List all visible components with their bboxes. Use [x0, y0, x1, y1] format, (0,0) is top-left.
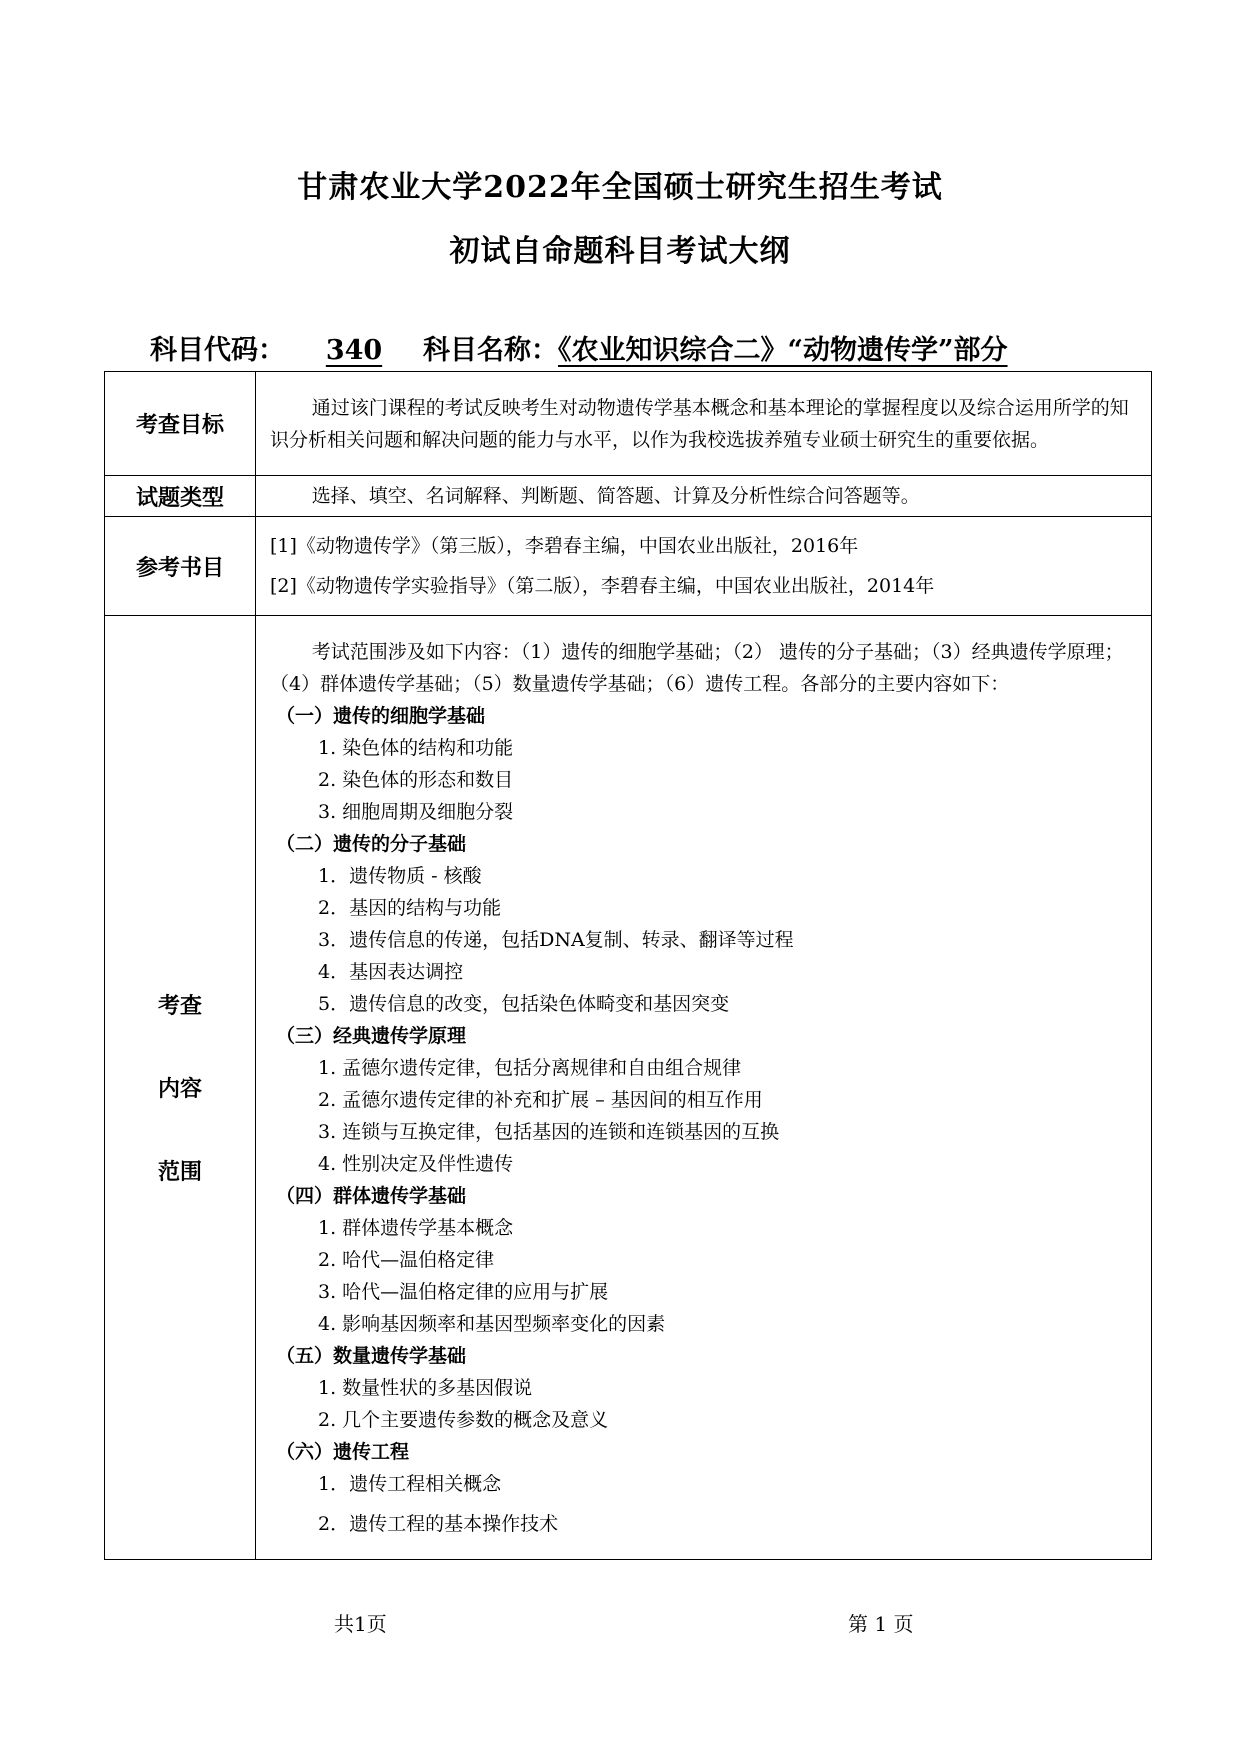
page-number: 第 1 页 [848, 1612, 914, 1636]
list-item: 3. 哈代—温伯格定律的应用与扩展 [318, 1280, 609, 1303]
list-item: 1．遗传工程相关概念 [318, 1472, 502, 1495]
scope-intro: 考试范围涉及如下内容：（1）遗传的细胞学基础；（2） 遗传的分子基础；（3）经典遗传学原理；（4）群体遗传学基础；（5）数量遗传学基础；（6）遗传工程。各部分的主要内容如下： [270, 640, 1124, 695]
objective-label: 考查目标 [105, 372, 256, 476]
subject-name-label: 科目名称： [423, 335, 558, 366]
scope-label [105, 616, 256, 1560]
types-label: 试题类型 [105, 476, 256, 517]
section-title: （五）数量遗传学基础 [276, 1344, 467, 1367]
list-item: 1. 染色体的结构和功能 [318, 736, 514, 759]
table-row-types [105, 476, 1152, 517]
list-item: 3. 细胞周期及细胞分裂 [318, 800, 514, 823]
objective-cell [256, 372, 1152, 476]
list-item: 1. 孟德尔遗传定律，包括分离规律和自由组合规律 [318, 1056, 742, 1079]
table-row-scope [105, 616, 1152, 1560]
list-item: 3. 连锁与互换定律，包括基因的连锁和连锁基因的互换 [318, 1120, 780, 1143]
list-item: 2. 哈代—温伯格定律 [318, 1248, 495, 1271]
scope-label-part: 范围 [157, 1160, 202, 1185]
book-item: [2]《动物遗传学实验指导》（第二版），李碧春主编，中国农业出版社，2014年 [270, 575, 935, 597]
list-item: 2. 孟德尔遗传定律的补充和扩展 – 基因间的相互作用 [318, 1088, 763, 1111]
table-row-objective [105, 372, 1152, 476]
list-item: 2. 几个主要遗传参数的概念及意义 [318, 1408, 609, 1431]
section-title: （一）遗传的细胞学基础 [276, 704, 486, 727]
books-label: 参考书目 [105, 517, 256, 616]
subject-code: 340 [325, 335, 383, 366]
books-cell [256, 517, 1152, 616]
subject-name: 《农业知识综合二》“动物遗传学”部分 [558, 335, 1008, 366]
list-item: 4. 性别决定及伴性遗传 [318, 1152, 514, 1175]
table-row-books [105, 517, 1152, 616]
page-total: 共1页 [334, 1612, 387, 1636]
scope-cell [256, 616, 1152, 1560]
scope-label-part: 内容 [157, 1077, 202, 1102]
objective-text: 通过该门课程的考试反映考生对动物遗传学基本概念和基本理论的掌握程度以及综合运用所学的知识分析相关问题和解决问题的能力与水平，以作为我校选拔养殖专业硕士研究生的重要依据。 [270, 396, 1129, 451]
section-title: （四）群体遗传学基础 [276, 1184, 467, 1207]
list-item: 5．遗传信息的改变，包括染色体畸变和基因突变 [318, 992, 730, 1015]
list-item: 3．遗传信息的传递，包括DNA复制、转录、翻译等过程 [318, 928, 794, 951]
list-item: 1. 数量性状的多基因假说 [318, 1376, 533, 1399]
section-title: （六）遗传工程 [276, 1440, 410, 1463]
book-item: [1]《动物遗传学》（第三版），李碧春主编，中国农业出版社，2016年 [270, 535, 859, 557]
list-item: 1. 群体遗传学基本概念 [318, 1216, 514, 1239]
subject-line [150, 328, 1008, 367]
subject-code-label: 科目代码： [150, 335, 285, 366]
list-item: 1．遗传物质 - 核酸 [318, 864, 482, 887]
list-item: 4. 影响基因频率和基因型频率变化的因素 [318, 1312, 666, 1335]
list-item: 2. 染色体的形态和数目 [318, 768, 514, 791]
document-subtitle: 初试自命题科目考试大纲 [449, 234, 791, 269]
section-title: （三）经典遗传学原理 [276, 1024, 467, 1047]
list-item: 4．基因表达调控 [318, 960, 464, 983]
scope-label-part: 考查 [157, 994, 202, 1019]
types-cell [256, 476, 1152, 517]
section-title: （二）遗传的分子基础 [276, 832, 467, 855]
types-text: 选择、填空、名词解释、判断题、简答题、计算及分析性综合问答题等。 [311, 485, 920, 507]
list-item: 2．基因的结构与功能 [318, 896, 502, 919]
syllabus-table [104, 371, 1152, 1560]
document-title: 甘肃农业大学2022年全国硕士研究生招生考试 [297, 170, 943, 205]
list-item: 2．遗传工程的基本操作技术 [318, 1512, 559, 1535]
